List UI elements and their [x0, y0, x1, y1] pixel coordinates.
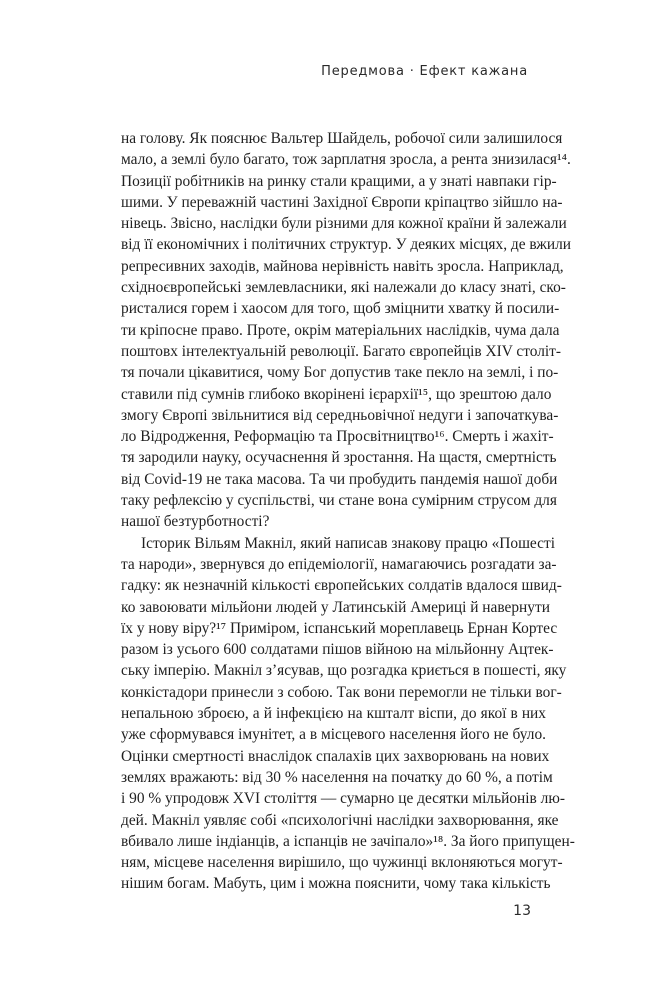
text-line: репресивних заходів, майнова нерівність навіть зросла. Наприклад,: [121, 257, 564, 275]
text-line: та народи», звернувся до епідеміології, намагаючись розгадати за-: [121, 555, 557, 573]
text-line: таку рефлексію у суспільстві, чи стане вона сумірним струсом для: [121, 492, 557, 510]
text-line: поштовх інтелектуальній революції. Багато європейців XIV століт-: [121, 342, 562, 360]
text-line: ставили під сумнів глибоко вкорінені ієрархії¹⁵, що зрештою дало: [121, 385, 552, 403]
body-text: [121, 128, 575, 895]
text-line: непальною зброєю, а й інфекцією на кшталт віспи, до якої в них: [121, 705, 546, 723]
text-line: дей. Макніл уявляє собі «психологічні наслідки захворювання, яке: [121, 811, 559, 829]
text-line: нішим богам. Мабуть, цим і можна пояснити, чому така кількість: [121, 875, 551, 893]
text-line: разом із усього 600 солдатами пішов війною на мільйонну Ацтек-: [121, 641, 554, 659]
text-line: від Covid-19 не така масова. Та чи пробудить пандемія нашої доби: [121, 470, 558, 488]
text-line: Позиції робітників на ринку стали кращими, а у знаті навпаки гір-: [121, 172, 557, 190]
text-line: східноєвропейські землевласники, які належали до класу знаті, ско-: [121, 279, 566, 297]
running-head: Передмова · Ефект кажана: [321, 64, 528, 79]
text-line: ристалися горем і хаосом для того, щоб зміцнити хватку й посили-: [121, 300, 560, 318]
text-line: конкістадори принесли з собою. Так вони перемогли не тільки вог-: [121, 683, 562, 701]
text-line: ло Відродження, Реформацію та Просвітництво¹⁶. Смерть і жахіт-: [121, 428, 554, 446]
text-line: вбивало лише індіанців, а іспанців не зачіпало»¹⁸. За його припущен-: [121, 832, 575, 850]
text-line: ням, місцеве населення вирішило, що чужинці вклоняються могут-: [121, 854, 563, 872]
text-line: їх у нову віру?¹⁷ Приміром, іспанський мореплавець Ернан Кортес: [121, 619, 558, 637]
text-line: тя почали цікавитися, чому Бог допустив таке пекло на землі, і по-: [121, 364, 559, 382]
text-line: ко завоювати мільйони людей у Латинській Америці й навернути: [121, 598, 550, 616]
text-line: змогу Європі звільнитися від середньовічної недуги і започаткува-: [121, 406, 559, 424]
text-line: тя зародили науку, осучаснення й зростання. На щастя, смертність: [121, 449, 557, 467]
text-line: ську імперію. Макніл з’ясував, що розгадка криється в пошесті, яку: [121, 662, 567, 680]
text-line: і 90 % упродовж XVI століття — сумарно це десятки мільйонів лю-: [121, 790, 565, 808]
text-line: від її економічних і політичних структур. У деяких місцях, де вжили: [121, 236, 572, 254]
page-number: 13: [513, 903, 531, 919]
text-line: Оцінки смертності внаслідок спалахів цих захворювань на нових: [121, 747, 550, 765]
text-line: гадку: як незначній кількості європейських солдатів вдалося швид-: [121, 577, 562, 595]
text-line: на голову. Як пояснює Вальтер Шайдель, робочої сили залишилося: [121, 130, 563, 147]
text-line: нівець. Звісно, наслідки були різними для кожної країни й залежали: [121, 215, 567, 233]
text-line: нашої безтурботності?: [121, 513, 270, 531]
text-line: мало, а землі було багато, тож зарплатня зросла, а рента знизилася¹⁴.: [121, 151, 571, 169]
text-line: ти кріпосне право. Проте, окрім матеріальних наслідків, чума дала: [121, 321, 560, 339]
text-line: землях вражають: від 30 % населення на початку до 60 %, а потім: [121, 768, 553, 786]
text-line: уже сформувався імунітет, а в місцевого населення його не було.: [121, 726, 546, 744]
text-line: Історик Вільям Макніл, який написав знакову працю «Пошесті: [141, 534, 555, 552]
text-line: шими. У переважній частині Західної Європи кріпацтво зійшло на-: [121, 193, 563, 211]
